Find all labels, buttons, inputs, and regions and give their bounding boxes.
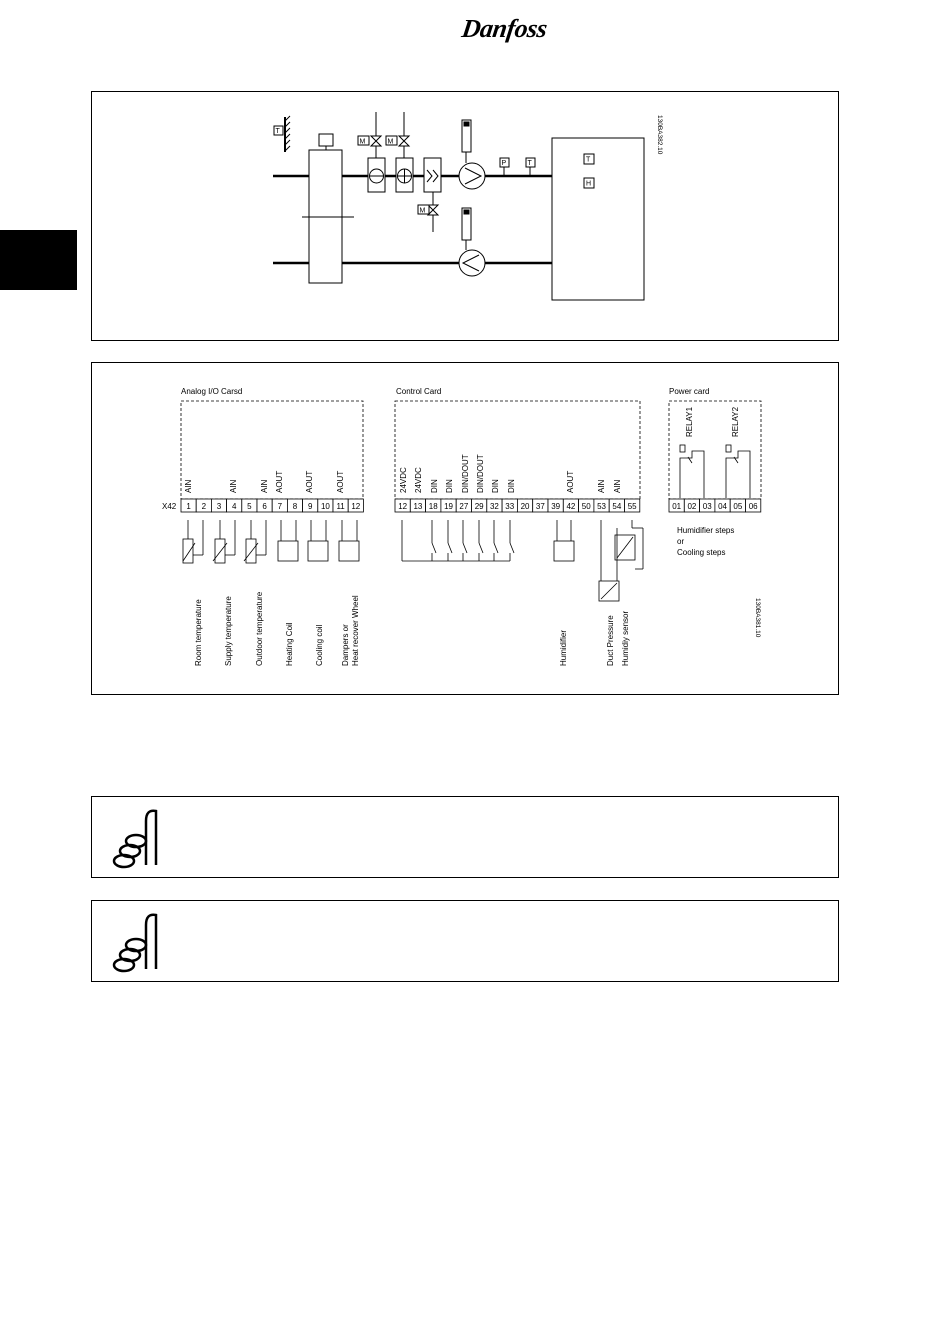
control-terminal-number: 50 [581, 502, 591, 511]
device-room-temperature: Room temperature [194, 599, 203, 666]
control-signal-label: DIN [507, 479, 516, 493]
pressure-sensor-label: P [501, 160, 507, 167]
power-terminal-number: 06 [748, 502, 758, 511]
power-note-line-2: or [677, 537, 685, 546]
analog-terminal-number: 3 [216, 502, 222, 511]
analog-signal-label: AOUT [336, 470, 345, 493]
control-signal-label: DIN [445, 479, 454, 493]
device-cooling-coil: Cooling coil [315, 624, 324, 666]
control-terminal-number: 42 [566, 502, 576, 511]
connector-label: X42 [162, 502, 177, 511]
analog-terminal-number: 1 [186, 502, 191, 511]
analog-signal-label: AOUT [305, 470, 314, 493]
device-outdoor-temperature: Outdoor temperature [255, 591, 264, 666]
analog-terminal-number: 5 [247, 502, 252, 511]
room-humidity-sensor-label: H [586, 180, 592, 188]
control-terminal-number: 54 [612, 502, 622, 511]
power-terminal-number: 04 [718, 502, 728, 511]
valve-motor-label-1: M [359, 138, 366, 146]
device-duct-pressure: Duct Pressure [606, 615, 615, 666]
analog-terminal-number: 6 [262, 502, 267, 511]
analog-signal-label: AIN [184, 479, 193, 493]
analog-signal-label: AIN [229, 479, 238, 493]
device-dampers: Dampers or [341, 624, 350, 666]
control-terminal-number: 29 [474, 502, 484, 511]
control-terminal-number: 18 [428, 502, 438, 511]
analog-terminal-number: 4 [231, 502, 237, 511]
device-heat-recover-wheel: Heat recover Wheel [351, 595, 360, 666]
wiring-diagram-svg [92, 363, 838, 694]
power-note-line-3: Cooling steps [677, 548, 726, 557]
note-box-1 [91, 796, 839, 878]
device-humidifier: Humidifier [559, 629, 568, 666]
control-terminal-number: 32 [489, 502, 499, 511]
control-signal-label: DIN [430, 479, 439, 493]
analog-terminal-number: 12 [351, 502, 361, 511]
control-signal-label: AIN [613, 479, 622, 493]
wall-sensor-label: T [275, 128, 280, 135]
power-terminal-number: 05 [733, 502, 743, 511]
note-hand-icon [106, 803, 166, 873]
control-signal-label: DIN [491, 479, 500, 493]
wiring-dynamic-layer [181, 454, 761, 512]
figure-code: 130BA382.10 [656, 115, 663, 155]
analog-terminal-number: 11 [336, 502, 345, 511]
analog-terminal-number: 9 [307, 502, 313, 511]
analog-terminal-number: 7 [277, 502, 283, 511]
control-signal-label: DIN/DOUT [461, 454, 470, 493]
control-terminal-number: 55 [627, 502, 637, 511]
control-signal-label: AOUT [566, 470, 575, 493]
control-terminal-number: 12 [398, 502, 408, 511]
control-terminal-number: 13 [413, 502, 423, 511]
control-terminal-number: 19 [444, 502, 454, 511]
power-note-line-1: Humidifier steps [677, 526, 735, 535]
control-terminal-number: 37 [535, 502, 545, 511]
control-signal-label: 24VDC [399, 467, 408, 493]
duct-temp-sensor-label: T [527, 160, 532, 167]
power-terminal-number: 01 [672, 502, 682, 511]
device-heating-coil: Heating Coil [285, 622, 294, 666]
analog-signal-label: AOUT [275, 470, 284, 493]
control-terminal-number: 27 [459, 502, 469, 511]
analog-card-title: Analog I/O Carsd [181, 387, 243, 396]
analog-signal-label: AIN [260, 479, 269, 493]
control-terminal-number: 53 [597, 502, 607, 511]
control-card-title: Control Card [396, 387, 442, 396]
control-terminal-number: 33 [505, 502, 515, 511]
device-humidity-sensor: Humidiy sensor [621, 610, 630, 666]
control-terminal-number: 39 [551, 502, 561, 511]
control-signal-label: AIN [597, 479, 606, 493]
relay2-label: RELAY2 [731, 406, 740, 437]
chapter-tab [0, 230, 77, 290]
room-temp-sensor-label: T [586, 156, 591, 164]
analog-terminal-number: 2 [201, 502, 207, 511]
wiring-diagram-figure [91, 362, 839, 695]
valve-motor-label-2: M [387, 138, 394, 146]
analog-terminal-number: 8 [292, 502, 298, 511]
note-box-2 [91, 900, 839, 982]
wiring-figure-code: 130BA381.10 [754, 598, 761, 638]
control-signal-label: 24VDC [414, 467, 423, 493]
device-supply-temperature: Supply temperature [224, 596, 233, 666]
analog-terminal-number: 10 [320, 502, 330, 511]
power-terminal-number: 03 [702, 502, 712, 511]
power-terminal-number: 02 [687, 502, 697, 511]
hvac-schematic-svg [92, 92, 838, 340]
control-signal-label: DIN/DOUT [476, 454, 485, 493]
note-hand-icon [106, 907, 166, 977]
brand-logo-text: Danfoss [460, 14, 549, 43]
relay1-label: RELAY1 [685, 406, 694, 437]
hvac-schematic-figure [91, 91, 839, 341]
power-card-title: Power card [669, 387, 710, 396]
danfoss-logo [462, 14, 552, 54]
control-terminal-number: 20 [520, 502, 530, 511]
valve-motor-label-3: M [419, 207, 426, 215]
